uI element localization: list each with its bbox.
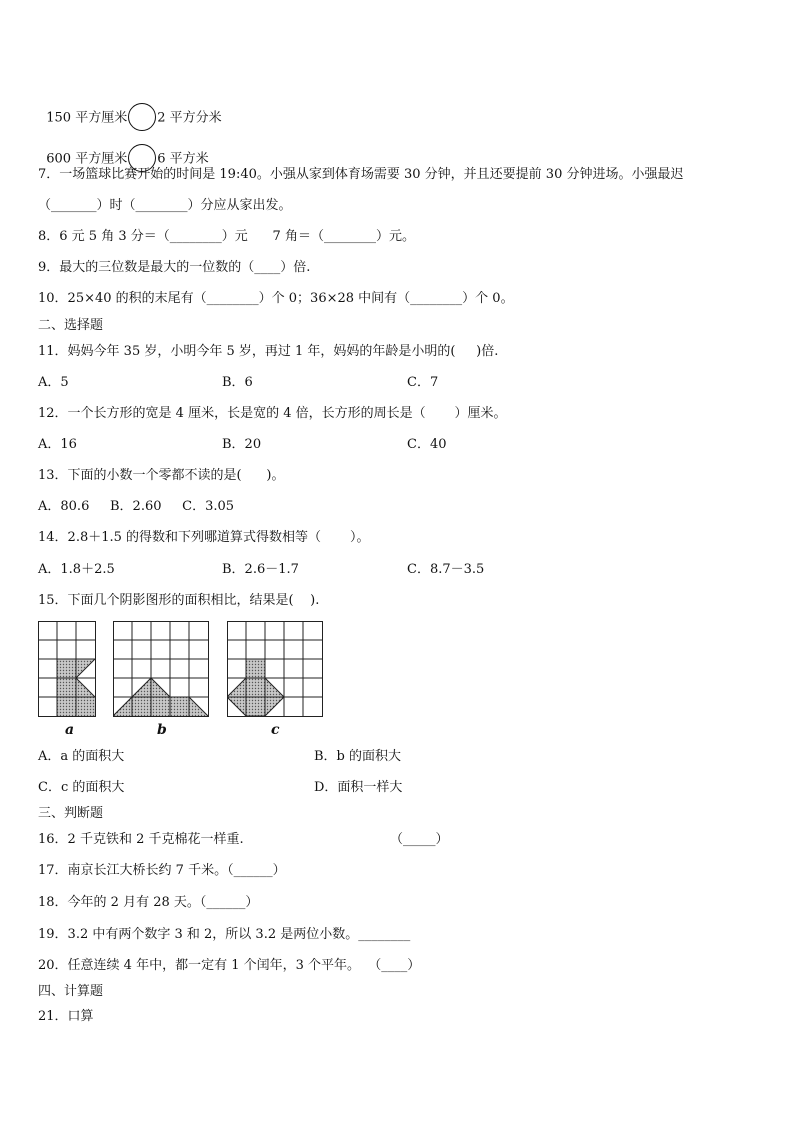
question-7-line-2: （_______）时（________）分应从家出发。 (38, 198, 292, 213)
option-a[interactable]: A．a 的面积大 (38, 749, 125, 764)
option-d[interactable]: D．面积一样大 (314, 780, 403, 795)
question-11: 11．妈妈今年 35 岁，小明今年 5 岁，再过 1 年，妈妈的年龄是小明的( )倍. (38, 344, 499, 359)
question-16-blank[interactable]: （_____） (390, 832, 449, 847)
option-b[interactable]: B．20 (222, 437, 262, 452)
question-16: 16．2 千克铁和 2 千克棉花一样重. (38, 832, 244, 847)
grid-figure-a (38, 621, 98, 717)
option-c[interactable]: C．8.7－3.5 (407, 562, 485, 577)
question-21: 21．口算 (38, 1009, 94, 1024)
question-12: 12．一个长方形的宽是 4 厘米，长是宽的 4 倍，长方形的周长是（ ）厘米。 (38, 406, 507, 421)
question-17: 17．南京长江大桥长约 7 千米。（______） (38, 863, 286, 878)
figure-label-a: a (65, 722, 75, 738)
option-b[interactable]: B．6 (222, 375, 253, 390)
option-a[interactable]: A．5 (38, 375, 69, 390)
compare-right: 2 平方分米 (157, 110, 222, 126)
question-19: 19．3.2 中有两个数字 3 和 2，所以 3.2 是两位小数。________ (38, 927, 411, 942)
option-b[interactable]: B．b 的面积大 (314, 749, 402, 764)
question-13: 13．下面的小数一个零都不读的是( )。 (38, 468, 285, 483)
option-a[interactable]: A．16 (38, 437, 77, 452)
grid-figure-c (227, 621, 324, 717)
option-c[interactable]: C．c 的面积大 (38, 780, 125, 795)
question-10: 10．25×40 的积的末尾有（________）个 0；36×28 中间有（________）个 0。 (38, 291, 514, 306)
option-c[interactable]: C．40 (407, 437, 447, 452)
option-c[interactable]: C．7 (407, 375, 439, 390)
compare-left: 600 平方厘米 (46, 151, 128, 167)
option-a[interactable]: A．1.8＋2.5 (38, 562, 115, 577)
question-14: 14．2.8＋1.5 的得数和下列哪道算式得数相等（ ）。 (38, 530, 370, 545)
question-9: 9．最大的三位数是最大的一位数的（____）倍. (38, 260, 311, 275)
compare-left: 150 平方厘米 (46, 110, 128, 126)
question-13-options[interactable]: A．80.6 B．2.60 C．3.05 (38, 499, 235, 514)
question-8: 8．6 元 5 角 3 分＝（________）元 7 角＝（________）元。 (38, 229, 415, 244)
figure-label-b: b (157, 722, 167, 738)
figure-label-c: c (271, 722, 280, 738)
question-15: 15．下面几个阴影图形的面积相比，结果是( ). (38, 593, 320, 608)
section-heading: 四、计算题 (38, 984, 104, 999)
option-b[interactable]: B．2.6－1.7 (222, 562, 299, 577)
question-7-line-1: 7．一场篮球比赛开始的时间是 19:40。小强从家到体育场需要 30 分钟，并且还要提前 30 分钟进场。小强最迟 (38, 167, 684, 182)
section-heading: 二、选择题 (38, 318, 104, 333)
compare-right: 6 平方米 (157, 151, 209, 167)
grid-figure-b (113, 621, 210, 717)
compare-row-1 (38, 86, 222, 132)
question-20: 20．任意连续 4 年中，都一定有 1 个闰年，3 个平年。 （____） (38, 958, 421, 973)
question-18: 18．今年的 2 月有 28 天。（______） (38, 895, 259, 910)
section-heading: 三、判断题 (38, 806, 104, 821)
